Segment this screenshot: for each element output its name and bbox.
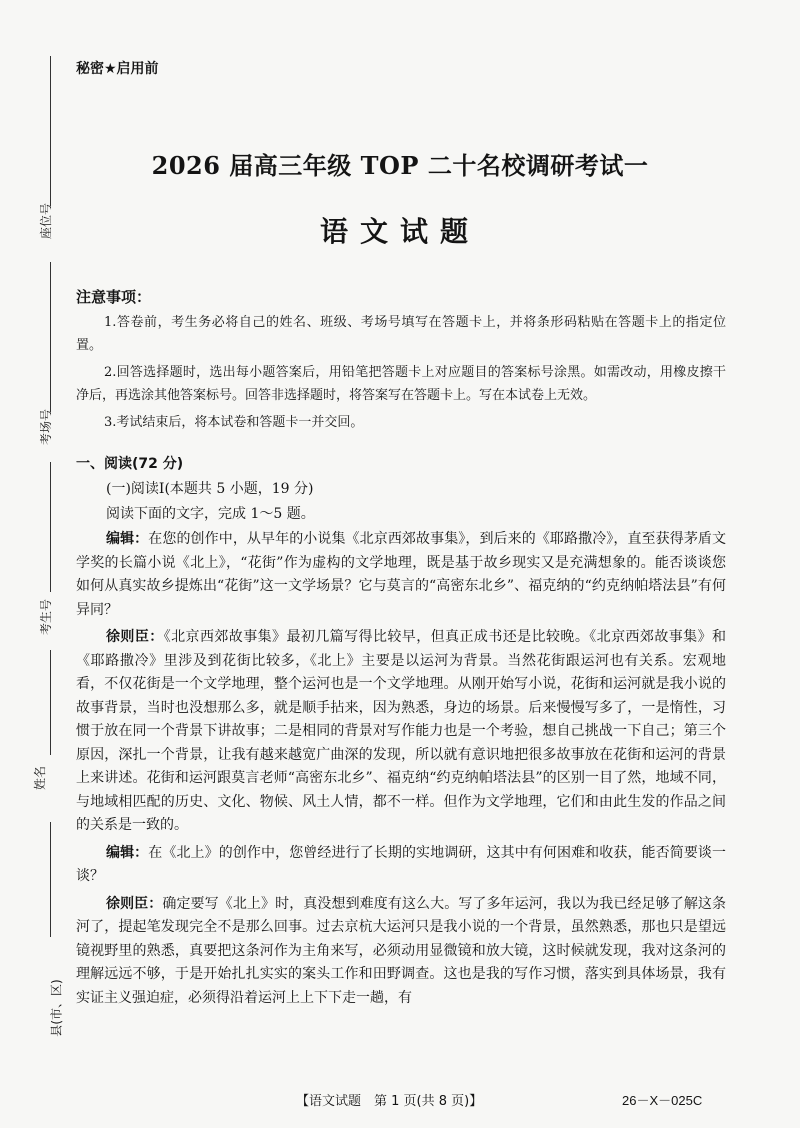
instruction: 阅读下面的文字，完成 1～5 题。	[106, 506, 315, 522]
exam-subject: 语文试题	[319, 215, 480, 248]
room-line	[50, 262, 51, 412]
county-label: 县(市、区)	[49, 979, 64, 1037]
article-body	[76, 528, 726, 1014]
room-label: 考场号	[39, 408, 54, 446]
notice-item: 3.考试结束后，将本试卷和答题卡一并交回。	[104, 415, 364, 430]
seat-label: 座位号	[39, 202, 54, 240]
student-label: 考生号	[39, 598, 54, 636]
article-paragraph: 编辑：在您的创作中，从早年的小说集《北京西郊故事集》，到后来的《耶路撒冷》，直至获得茅盾文学奖的长篇小说《北上》，“花街”作为虚构的文学地理，既是基于故乡现实又是充满想象的。能否谈谈您如何从真实故乡提炼出“花街”这一文学场景？它与莫言的“高密东北乡”、福克纳的“约克纳帕塔法县”有何异同？	[76, 531, 727, 618]
notice-item: 1.答卷前，考生务必将自己的姓名、班级、考场号填写在答题卡上，并将条形码粘贴在答题卡上的指定位置。	[76, 315, 726, 353]
county-line	[50, 822, 51, 937]
article-paragraph: 徐则臣：《北京西郊故事集》最初几篇写得比较早，但真正成书还是比较晚。《北京西郊故事集》和《耶路撒冷》里涉及到花街比较多，《北上》主要是以运河为背景。当然花街跟运河也有关系。宏观地看，不仅花街是一个文学地理，整个运河也是一个文学地理。从刚开始写小说，花街和运河就是我小说的故事背景，当时也没想那么多，就是顺手拈来，因为熟悉，身边的场景。后来慢慢写多了，一是惰性，习惯于放在同一个背景下讲故事；二是相同的背景对写作能力也是一个考验，想自己挑战一下自己；第三个原因，深扎一个背景，让我有越来越宽广曲深的发现，所以就有意识地把很多故事放在花街和运河的背景上来讲述。花街和运河跟莫言老师“高密东北乡”、福克纳“约克纳帕塔法县”的区别一目了然，地域不同，与地域相匹配的历史、文化、物候、风土人情，都不一样。但作为文学地理，它们和由此生发的作品之间的关系是一致的。	[76, 629, 727, 833]
notice-heading: 注意事项：	[76, 288, 152, 306]
speaker: 徐则臣：	[106, 895, 163, 912]
speaker: 编辑：	[106, 844, 149, 861]
name-label: 姓名	[33, 765, 48, 791]
article-paragraph: 编辑：在《北上》的创作中，您曾经进行了长期的实地调研，这其中有何困难和收获，能否简要谈一谈？	[76, 844, 726, 884]
name-line	[50, 650, 51, 755]
subsection-title: (一)阅读Ⅰ(本题共 5 小题，19 分)	[106, 481, 314, 497]
student-line	[50, 462, 51, 592]
confidential-mark: 秘密★启用前	[76, 61, 159, 77]
page-number: 【语文试题 第 1 页(共 8 页)】	[296, 1094, 483, 1109]
article-paragraph: 徐则臣：确定要写《北上》时，真没想到难度有这么大。写了多年运河，我以为我已经足够了解这条河了，提起笔发现完全不是那么回事。过去京杭大运河只是我小说的一个背景，虽然熟悉，那也只是望远镜视野里的熟悉，真要把这条河作为主角来写，必须动用显微镜和放大镜，这时候就发现，我对这条河的理解远远不够，于是开始扎扎实实的案头工作和田野调查。这也是我的写作习惯，落实到具体场景，我有实证主义强迫症，必须得沿着运河上上下下走一趟，有	[76, 895, 727, 1006]
seat-line	[50, 56, 51, 206]
notice-block	[76, 286, 726, 438]
section-title: 一、阅读(72 分)	[76, 456, 184, 472]
exam-title: 2026 届高三年级 TOP 二十名校调研考试一	[151, 151, 649, 180]
exam-code: 26－X－025C	[622, 1093, 703, 1108]
speaker: 徐则臣：	[106, 629, 164, 645]
speaker: 编辑：	[106, 531, 149, 547]
notice-item: 2.回答选择题时，选出每小题答案后，用铅笔把答题卡上对应题目的答案标号涂黑。如需改动，用橡皮擦干净后，再选涂其他答案标号。回答非选择题时，将答案写在答题卡上。写在本试卷上无效。	[76, 365, 726, 403]
